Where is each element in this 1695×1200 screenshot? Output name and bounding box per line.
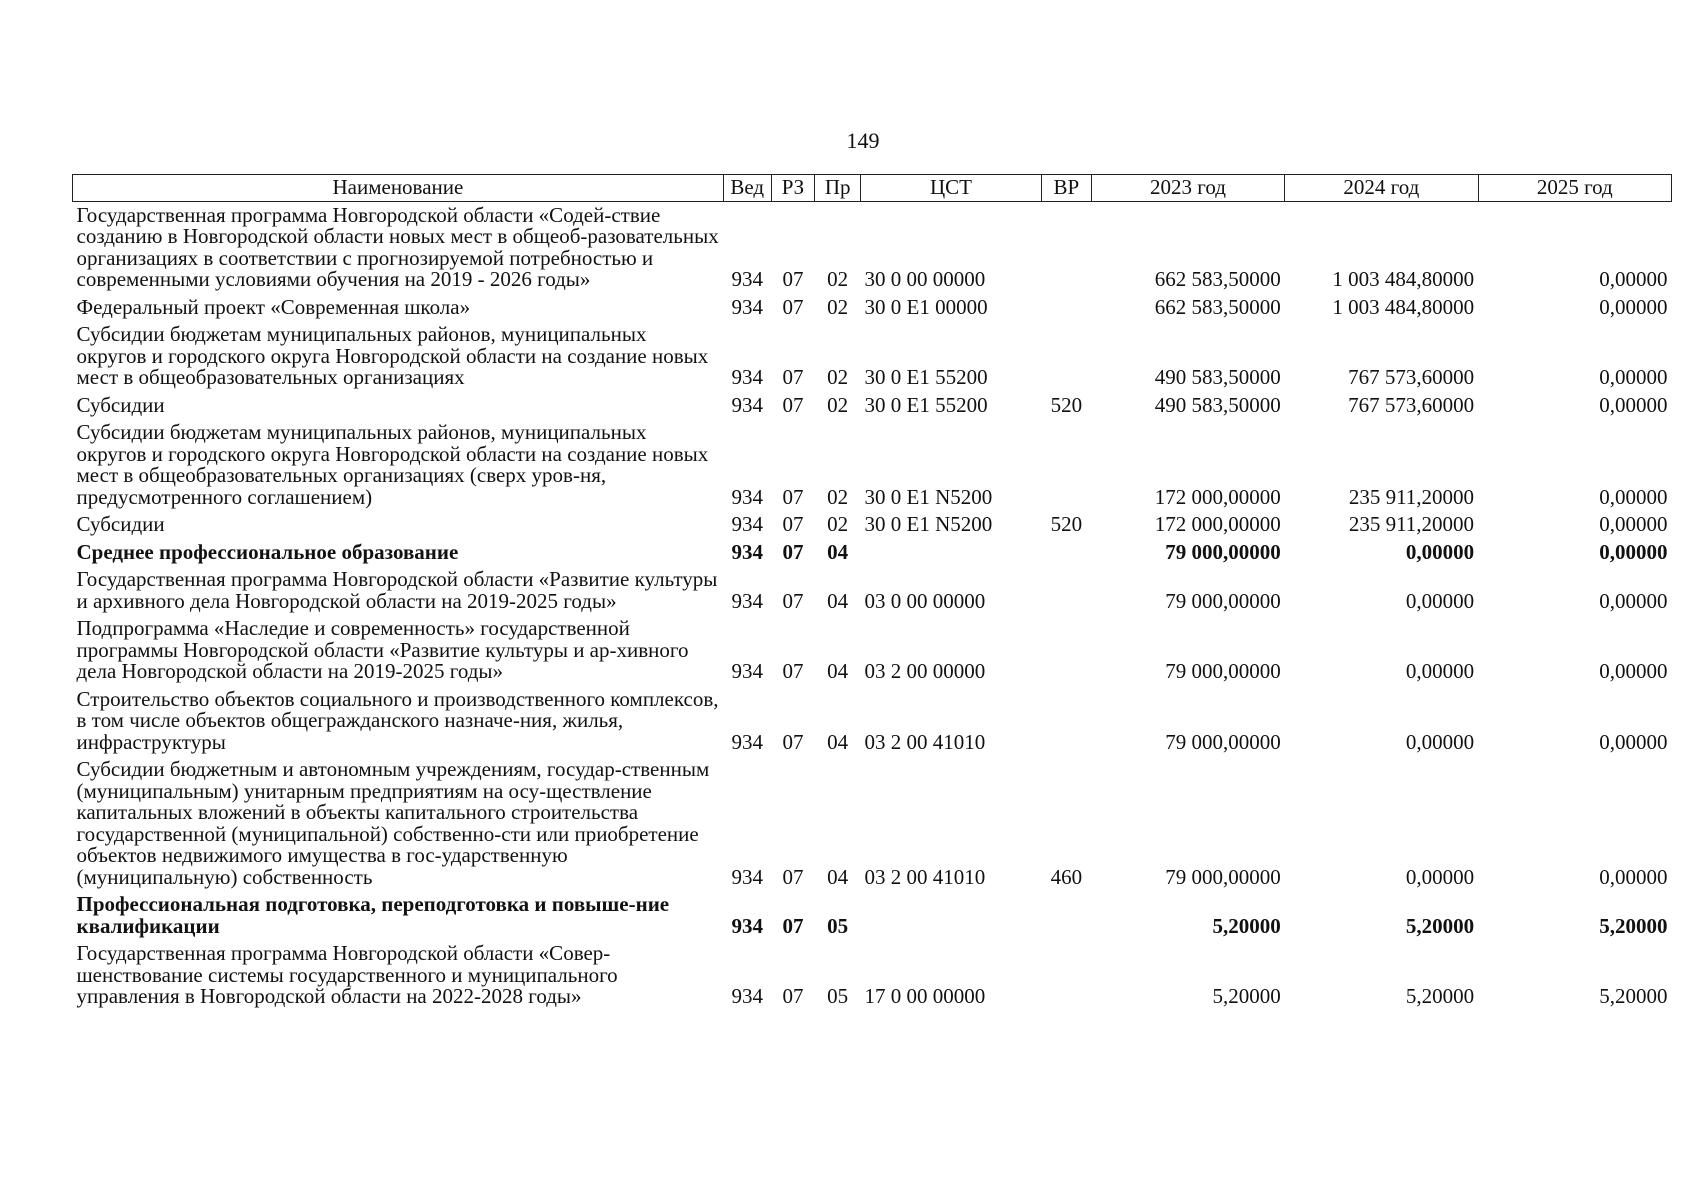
cell-2024: 235 911,20000 bbox=[1348, 512, 1475, 536]
cell-name: Субсидии bbox=[76, 392, 165, 417]
cell-vr: 520 bbox=[1050, 392, 1083, 417]
cell-2025: 0,00000 bbox=[1599, 539, 1668, 564]
cell-2024: 0,00000 bbox=[1405, 588, 1475, 613]
cell-vr bbox=[1041, 294, 1091, 322]
cell-cst: 30 0 E1 N5200 bbox=[864, 512, 993, 536]
cell-vr: 460 bbox=[1050, 864, 1083, 889]
cell-vr bbox=[1041, 201, 1091, 294]
cell-ved: 934 bbox=[731, 484, 763, 509]
cell-rz: 07 bbox=[782, 659, 804, 683]
cell-2023: 79 000,00000 bbox=[1165, 729, 1281, 754]
cell-2023: 79 000,00000 bbox=[1165, 659, 1281, 683]
table-row bbox=[73, 201, 1672, 294]
cell-rz: 07 bbox=[782, 729, 804, 754]
cell-rz: 07 bbox=[782, 392, 804, 417]
cell-ved: 934 bbox=[731, 588, 763, 613]
cell-ved: 934 bbox=[731, 659, 763, 683]
cell-pr: 04 bbox=[827, 588, 849, 613]
cell-name: Субсидии бюджетам муниципальных районов, муниципальных округов и городского округа Новгородской области на создание новых мест в общеобразовательных организациях bbox=[76, 322, 709, 389]
header-2023: 2023 год bbox=[1091, 175, 1284, 202]
cell-cst bbox=[861, 539, 1042, 567]
table-row bbox=[73, 511, 1672, 539]
cell-name: Субсидии бюджетам муниципальных районов, муниципальных округов и городского округа Новгородской области на создание новых мест в общеобразовательных организациях (сверх уров-ня, предусмотренного соглашением) bbox=[76, 420, 709, 509]
table-row bbox=[73, 686, 1672, 757]
cell-2024: 0,00000 bbox=[1405, 729, 1475, 754]
table-row bbox=[73, 294, 1672, 322]
cell-2024: 0,00000 bbox=[1405, 864, 1475, 889]
header-pr: Пр bbox=[815, 175, 861, 202]
cell-2023: 490 583,50000 bbox=[1154, 392, 1281, 417]
cell-2025: 0,00000 bbox=[1599, 659, 1668, 683]
cell-pr: 02 bbox=[827, 267, 849, 291]
cell-2025: 5,20000 bbox=[1599, 984, 1668, 1008]
cell-ved: 934 bbox=[731, 294, 763, 319]
cell-2025: 0,00000 bbox=[1599, 484, 1668, 509]
cell-2025: 0,00000 bbox=[1599, 588, 1668, 613]
cell-pr: 02 bbox=[827, 294, 849, 319]
cell-2024: 767 573,60000 bbox=[1348, 365, 1475, 389]
cell-vr bbox=[1041, 615, 1091, 686]
cell-name: Субсидии bbox=[76, 512, 165, 536]
header-vr: ВР bbox=[1041, 175, 1091, 202]
cell-2024: 1 003 484,80000 bbox=[1332, 267, 1475, 291]
cell-2024: 0,00000 bbox=[1405, 659, 1475, 683]
cell-2024: 0,00000 bbox=[1405, 539, 1475, 564]
cell-rz: 07 bbox=[782, 864, 804, 889]
cell-name: Строительство объектов социального и производственного комплексов, в том числе объектов общегражданского назначе-ния, жилья, инфраструктуры bbox=[76, 686, 719, 754]
cell-cst: 30 0 E1 55200 bbox=[864, 392, 988, 417]
cell-2023: 662 583,50000 bbox=[1154, 267, 1281, 291]
cell-vr: 520 bbox=[1050, 512, 1083, 536]
cell-2025: 0,00000 bbox=[1599, 512, 1668, 536]
cell-name: Профессиональная подготовка, переподготовка и повыше-ние квалификации bbox=[76, 892, 670, 938]
cell-vr bbox=[1041, 891, 1091, 940]
table-row bbox=[73, 419, 1672, 511]
cell-pr: 05 bbox=[827, 913, 849, 938]
cell-pr: 04 bbox=[827, 659, 849, 683]
table-row bbox=[73, 891, 1672, 940]
cell-2023: 490 583,50000 bbox=[1154, 365, 1281, 389]
cell-rz: 07 bbox=[782, 913, 804, 938]
cell-rz: 07 bbox=[782, 984, 804, 1008]
cell-ved: 934 bbox=[731, 392, 763, 417]
table-row bbox=[73, 940, 1672, 1011]
table-row bbox=[73, 539, 1672, 567]
cell-vr bbox=[1041, 539, 1091, 567]
cell-pr: 04 bbox=[827, 864, 849, 889]
cell-rz: 07 bbox=[782, 484, 804, 509]
cell-ved: 934 bbox=[731, 913, 763, 938]
cell-ved: 934 bbox=[731, 984, 763, 1008]
table-row bbox=[73, 756, 1672, 891]
table-row bbox=[73, 615, 1672, 686]
cell-cst: 03 2 00 41010 bbox=[864, 729, 986, 754]
cell-pr: 05 bbox=[827, 984, 849, 1008]
cell-vr bbox=[1041, 566, 1091, 615]
cell-vr bbox=[1041, 321, 1091, 392]
cell-pr: 02 bbox=[827, 365, 849, 389]
cell-cst: 30 0 00 00000 bbox=[864, 267, 986, 291]
cell-pr: 04 bbox=[827, 539, 849, 564]
header-rz: РЗ bbox=[771, 175, 815, 202]
cell-2024: 5,20000 bbox=[1405, 913, 1475, 938]
cell-rz: 07 bbox=[782, 588, 804, 613]
cell-vr bbox=[1041, 419, 1091, 511]
cell-rz: 07 bbox=[782, 267, 804, 291]
cell-2023: 79 000,00000 bbox=[1165, 588, 1281, 613]
cell-name: Государственная программа Новгородской области «Совер-шенствование системы государственного и муниципального управления в Новгородской области на 2022-2028 годы» bbox=[76, 941, 618, 1008]
cell-2025: 0,00000 bbox=[1599, 392, 1668, 417]
header-2025: 2025 год bbox=[1478, 175, 1671, 202]
cell-name: Подпрограмма «Наследие и современность» государственной программы Новгородской области «Развитие культуры и ар-хивного дела Новгородской области на 2019-2025 годы» bbox=[76, 616, 689, 683]
cell-2023: 172 000,00000 bbox=[1154, 512, 1281, 536]
cell-vr bbox=[1041, 940, 1091, 1011]
cell-2024: 235 911,20000 bbox=[1348, 484, 1475, 509]
cell-rz: 07 bbox=[782, 539, 804, 564]
cell-pr: 02 bbox=[827, 484, 849, 509]
cell-name: Федеральный проект «Современная школа» bbox=[76, 294, 471, 319]
table-header-row bbox=[73, 175, 1672, 202]
cell-rz: 07 bbox=[782, 512, 804, 536]
cell-cst: 30 0 E1 N5200 bbox=[864, 484, 993, 509]
cell-2025: 0,00000 bbox=[1599, 864, 1668, 889]
cell-2023: 79 000,00000 bbox=[1165, 539, 1281, 564]
table-row bbox=[73, 392, 1672, 420]
table-row bbox=[73, 566, 1672, 615]
cell-ved: 934 bbox=[731, 512, 763, 536]
cell-cst: 03 0 00 00000 bbox=[864, 588, 986, 613]
cell-rz: 07 bbox=[782, 294, 804, 319]
cell-vr bbox=[1041, 686, 1091, 757]
cell-ved: 934 bbox=[731, 864, 763, 889]
cell-cst: 17 0 00 00000 bbox=[864, 984, 986, 1008]
cell-2024: 767 573,60000 bbox=[1348, 392, 1475, 417]
cell-name: Субсидии бюджетным и автономным учреждениям, государ-ственным (муниципальным) унитарным предприятиям на осу-ществление капитальных вложений в объекты капитального строительства государственной (муниципальной) собственно-сти или приобретение объектов недвижимого имущества в гос-ударственную (муниципальную) собственность bbox=[76, 757, 710, 889]
cell-name: Государственная программа Новгородской области «Развитие культуры и архивного дела Новгородской области на 2019-2025 годы» bbox=[76, 567, 718, 613]
cell-cst: 30 0 E1 00000 bbox=[864, 294, 988, 319]
page-number: 149 bbox=[846, 128, 880, 153]
cell-cst bbox=[861, 891, 1042, 940]
cell-pr: 02 bbox=[827, 512, 849, 536]
cell-pr: 04 bbox=[827, 729, 849, 754]
cell-2025: 5,20000 bbox=[1599, 913, 1668, 938]
cell-cst: 03 2 00 00000 bbox=[864, 659, 986, 683]
budget-table bbox=[72, 174, 1672, 1011]
header-ved: Вед bbox=[723, 175, 771, 202]
cell-2025: 0,00000 bbox=[1599, 294, 1668, 319]
cell-2025: 0,00000 bbox=[1599, 365, 1668, 389]
cell-cst: 30 0 E1 55200 bbox=[864, 365, 988, 389]
cell-2023: 662 583,50000 bbox=[1154, 294, 1281, 319]
cell-2024: 5,20000 bbox=[1405, 984, 1475, 1008]
cell-2024: 1 003 484,80000 bbox=[1332, 294, 1475, 319]
cell-2023: 172 000,00000 bbox=[1154, 484, 1281, 509]
cell-ved: 934 bbox=[731, 729, 763, 754]
cell-2025: 0,00000 bbox=[1599, 729, 1668, 754]
table-row bbox=[73, 321, 1672, 392]
cell-name: Среднее профессиональное образование bbox=[76, 539, 459, 564]
cell-2023: 79 000,00000 bbox=[1165, 864, 1281, 889]
cell-2023: 5,20000 bbox=[1212, 913, 1281, 938]
cell-ved: 934 bbox=[731, 539, 763, 564]
cell-cst: 03 2 00 41010 bbox=[864, 864, 986, 889]
cell-2023: 5,20000 bbox=[1212, 984, 1281, 1008]
header-2024: 2024 год bbox=[1285, 175, 1478, 202]
cell-rz: 07 bbox=[782, 365, 804, 389]
table-body bbox=[73, 201, 1672, 1011]
cell-name: Государственная программа Новгородской области «Содей-ствие созданию в Новгородской области новых мест в общеоб-разовательных организациях в соответствии с прогнозируемой потребностью и современными условиями обучения на 2019 - 2026 годы» bbox=[76, 202, 719, 291]
cell-pr: 02 bbox=[827, 392, 849, 417]
header-cst: ЦСТ bbox=[861, 175, 1042, 202]
cell-ved: 934 bbox=[731, 365, 763, 389]
cell-2025: 0,00000 bbox=[1599, 267, 1668, 291]
header-name: Наименование bbox=[73, 175, 724, 202]
cell-ved: 934 bbox=[731, 267, 763, 291]
